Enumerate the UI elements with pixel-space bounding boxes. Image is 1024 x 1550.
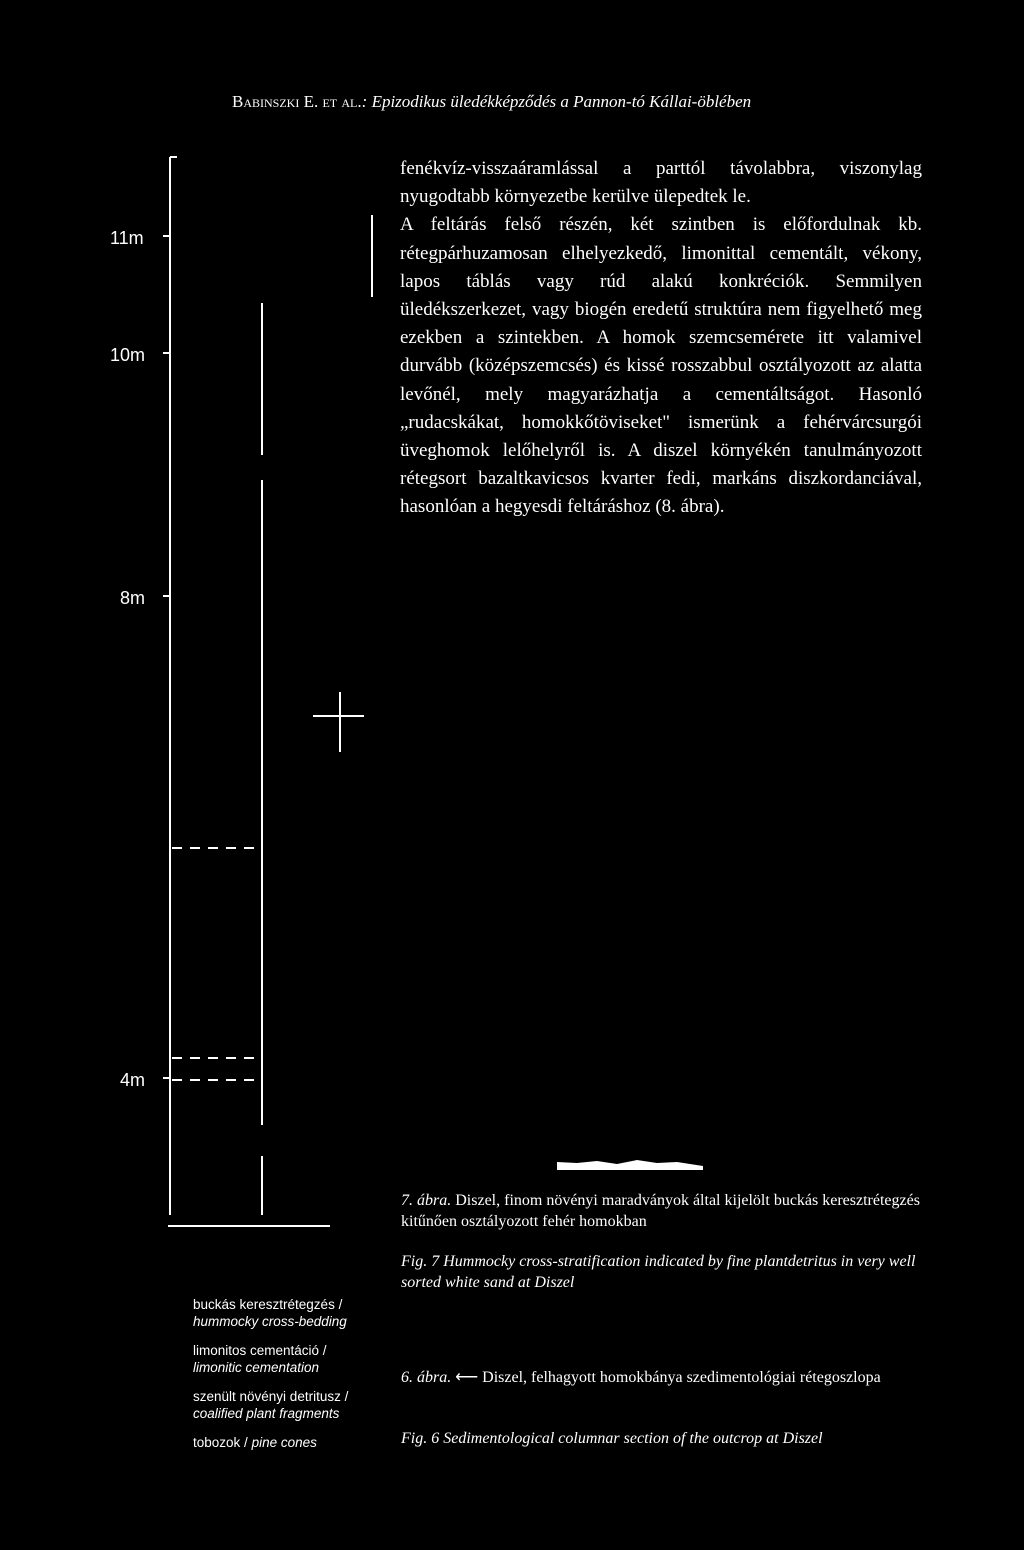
- header-title: Epizodikus üledékképződés a Pannon-tó Kállai-öblében: [371, 92, 752, 111]
- caption-fig7-hu: 7. ábra. Diszel, finom növényi maradványok által kijelölt buckás keresztrétegzés kitűnően osztályozott fehér homokban: [401, 1192, 920, 1230]
- legend-item: tobozok / pine cones: [193, 1435, 317, 1450]
- caption-fig6-en: Fig. 6 Sedimentological columnar section of the outcrop at Diszel: [401, 1430, 823, 1447]
- header-authors: Babinszki E. et al.: [232, 92, 362, 111]
- depth-label-10m: 10m: [110, 345, 146, 365]
- body-paragraph: fenékvíz-visszaáramlással a parttól távolabbra, viszonylag nyugodtabb környezetbe kerülve ülepedtek le.: [400, 158, 922, 208]
- body-text: [400, 155, 922, 522]
- caption-fig7-en: Fig. 7 Hummocky cross-stratification indicated by fine plantdetritus in very well sorted white sand at Diszel: [401, 1253, 916, 1291]
- body-paragraph: A feltárás felső részén, két szintben is előfordulnak kb. rétegpárhuzamosan elhelyezkedő, limonittal cementált, vékony, lapos táblás vagy rúd alakú konkréciók. Semmilyen üledékszerkezet, vagy biogén eredetű struktúra nem figyelhető meg ezekben a szintekben. A homok szemcsemérete itt valamivel durvább (középszemcsés) és kissé rosszabbul osztályozott az alatta levőnél, mely magyarázhatja a cementáltságot. Hasonló „rudacskákat, homokkőtöviseket" ismerünk a fehérvárcsurgói üveghomok lelőhelyről is. A diszel környékén tanulmányozott rétegsort bazaltkavicsos kvarter fedi, markáns diszkordanciával, hasonlóan a hegyesdi feltáráshoz (8. ábra).: [400, 214, 922, 518]
- depth-label-4m: 4m: [120, 1070, 146, 1090]
- legend-item: szenült növényi detritusz / coalified plant fragments: [193, 1389, 349, 1421]
- legend: [193, 1296, 393, 1463]
- figure-7-photo: [557, 1157, 703, 1169]
- running-header: Babinszki E. et al.: Epizodikus üledékképződés a Pannon-tó Kállai-öblében: [232, 92, 752, 111]
- legend-item: buckás keresztrétegzés / hummocky cross-bedding: [193, 1297, 347, 1329]
- depth-label-11m: 11m: [110, 228, 144, 248]
- caption-fig6-hu: 6. ábra. ⟵ Diszel, felhagyott homokbánya szedimentológiai rétegoszlopa: [401, 1369, 881, 1386]
- depth-label-8m: 8m: [120, 588, 146, 608]
- legend-item: limonitos cementáció / limonitic cementation: [193, 1343, 327, 1375]
